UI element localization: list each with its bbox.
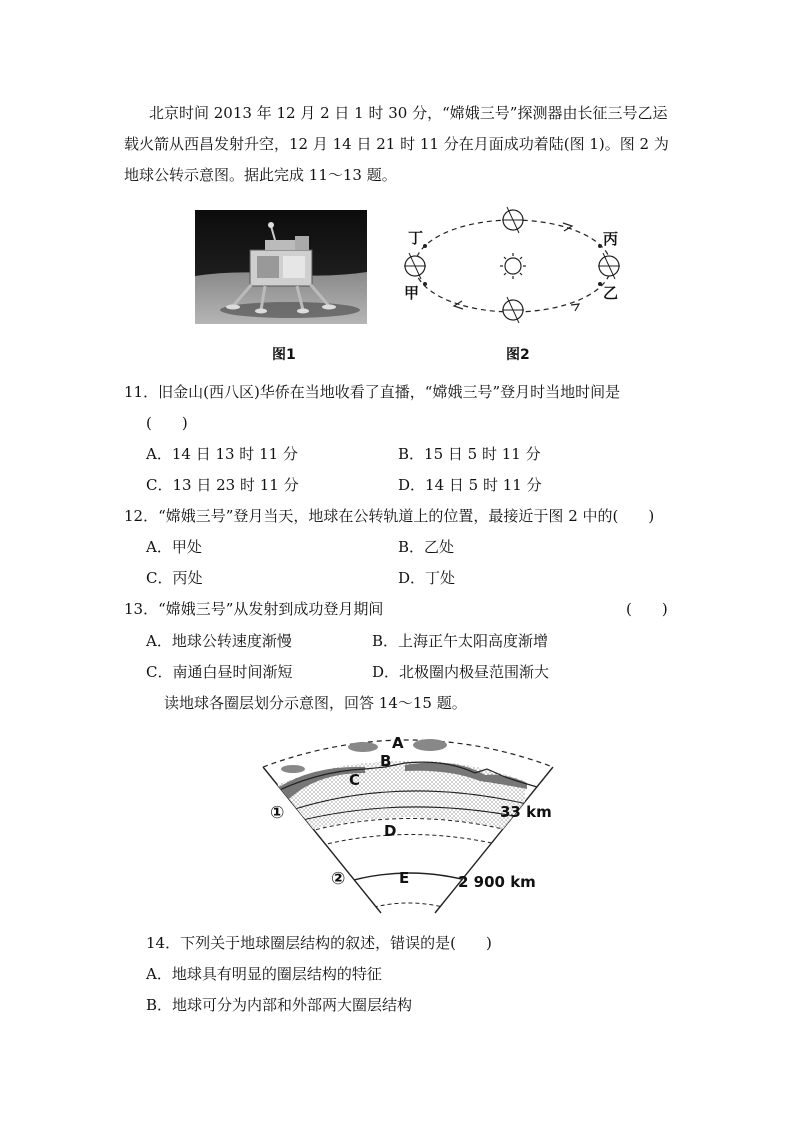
orbit-arrow-bottom bbox=[454, 301, 463, 309]
figure-2-caption: 图2 bbox=[506, 347, 530, 363]
orbit-dot-yi bbox=[598, 282, 602, 286]
intro-line-3: 地球公转示意图。据此完成 11～13 题。 bbox=[124, 166, 397, 184]
q11-option-d: D．14 日 5 时 11 分 bbox=[398, 476, 542, 494]
q14-option-a: A．地球具有明显的圈层结构的特征 bbox=[146, 965, 382, 983]
figure-1-lander-photo bbox=[195, 210, 367, 324]
read-instruction: 读地球各圈层划分示意图，回答 14～15 题。 bbox=[164, 694, 467, 712]
orbit-arrow-top bbox=[563, 223, 572, 231]
depth-label-2900km: 2 900 km bbox=[458, 873, 536, 891]
orbit-label-bing: 丙 bbox=[603, 230, 619, 248]
orbit-dot-jia bbox=[423, 282, 427, 286]
layer-label-b: B bbox=[380, 752, 392, 770]
q13-option-c: C．南通白昼时间渐短 bbox=[146, 663, 293, 681]
q11-option-a: A．14 日 13 时 11 分 bbox=[146, 445, 298, 463]
q11-option-b: B．15 日 5 时 11 分 bbox=[398, 445, 541, 463]
orbit-label-ding: 丁 bbox=[408, 229, 424, 247]
boundary-number-2: ② bbox=[331, 869, 346, 889]
earth-top-icon bbox=[502, 207, 524, 233]
q12-option-b: B．乙处 bbox=[398, 538, 455, 556]
layer-label-a: A bbox=[392, 734, 404, 752]
orbit-dot-bing bbox=[598, 244, 602, 248]
q13-stem: 13．“嫦娥三号”从发射到成功登月期间 bbox=[124, 600, 384, 618]
q11-stem: 11．旧金山(西八区)华侨在当地收看了直播，“嫦娥三号”登月时当地时间是 bbox=[124, 383, 621, 401]
q12-option-a: A．甲处 bbox=[146, 538, 202, 556]
q12-option-c: C．丙处 bbox=[146, 569, 203, 587]
orbit-dot-ding bbox=[423, 244, 427, 248]
q13-paren: ( ) bbox=[626, 600, 668, 618]
layer-label-e: E bbox=[399, 869, 410, 887]
earth-right-icon bbox=[598, 253, 620, 279]
figure-1-caption: 图1 bbox=[272, 347, 296, 363]
q11-option-c: C．13 日 23 时 11 分 bbox=[146, 476, 299, 494]
q13-option-d: D．北极圈内极昼范围渐大 bbox=[372, 663, 550, 681]
q14-stem: 14．下列关于地球圈层结构的叙述，错误的是( ) bbox=[146, 934, 492, 952]
orbit-arrow-lower-right bbox=[571, 304, 579, 311]
sun-icon bbox=[500, 253, 526, 279]
q13-option-a: A．地球公转速度渐慢 bbox=[146, 632, 292, 650]
intro-line-2: 载火箭从西昌发射升空，12 月 14 日 21 时 11 分在月面成功着陆(图 1)。图 2 为 bbox=[124, 135, 669, 153]
q14-option-b: B．地球可分为内部和外部两大圈层结构 bbox=[146, 996, 413, 1014]
orbit-label-jia: 甲 bbox=[404, 284, 420, 302]
earth-bottom-icon bbox=[502, 297, 524, 323]
intro-line-1: 北京时间 2013 年 12 月 2 日 1 时 30 分，“嫦娥三号”探测器由长征三号乙运 bbox=[149, 104, 668, 122]
depth-label-33km: 33 km bbox=[500, 803, 552, 821]
orbit-path bbox=[415, 220, 611, 312]
q12-stem: 12．“嫦娥三号”登月当天，地球在公转轨道上的位置，最接近于图 2 中的( ) bbox=[124, 507, 655, 525]
layer-label-d: D bbox=[384, 822, 397, 840]
boundary-number-1: ① bbox=[270, 803, 285, 823]
q12-option-d: D．丁处 bbox=[398, 569, 456, 587]
figure-2-orbit-diagram bbox=[395, 198, 635, 328]
orbit-label-yi: 乙 bbox=[603, 284, 619, 302]
q11-paren: ( ) bbox=[146, 414, 188, 432]
earth-left-icon bbox=[404, 253, 426, 279]
q13-option-b: B．上海正午太阳高度渐增 bbox=[372, 632, 549, 650]
layer-label-c: C bbox=[349, 771, 361, 789]
